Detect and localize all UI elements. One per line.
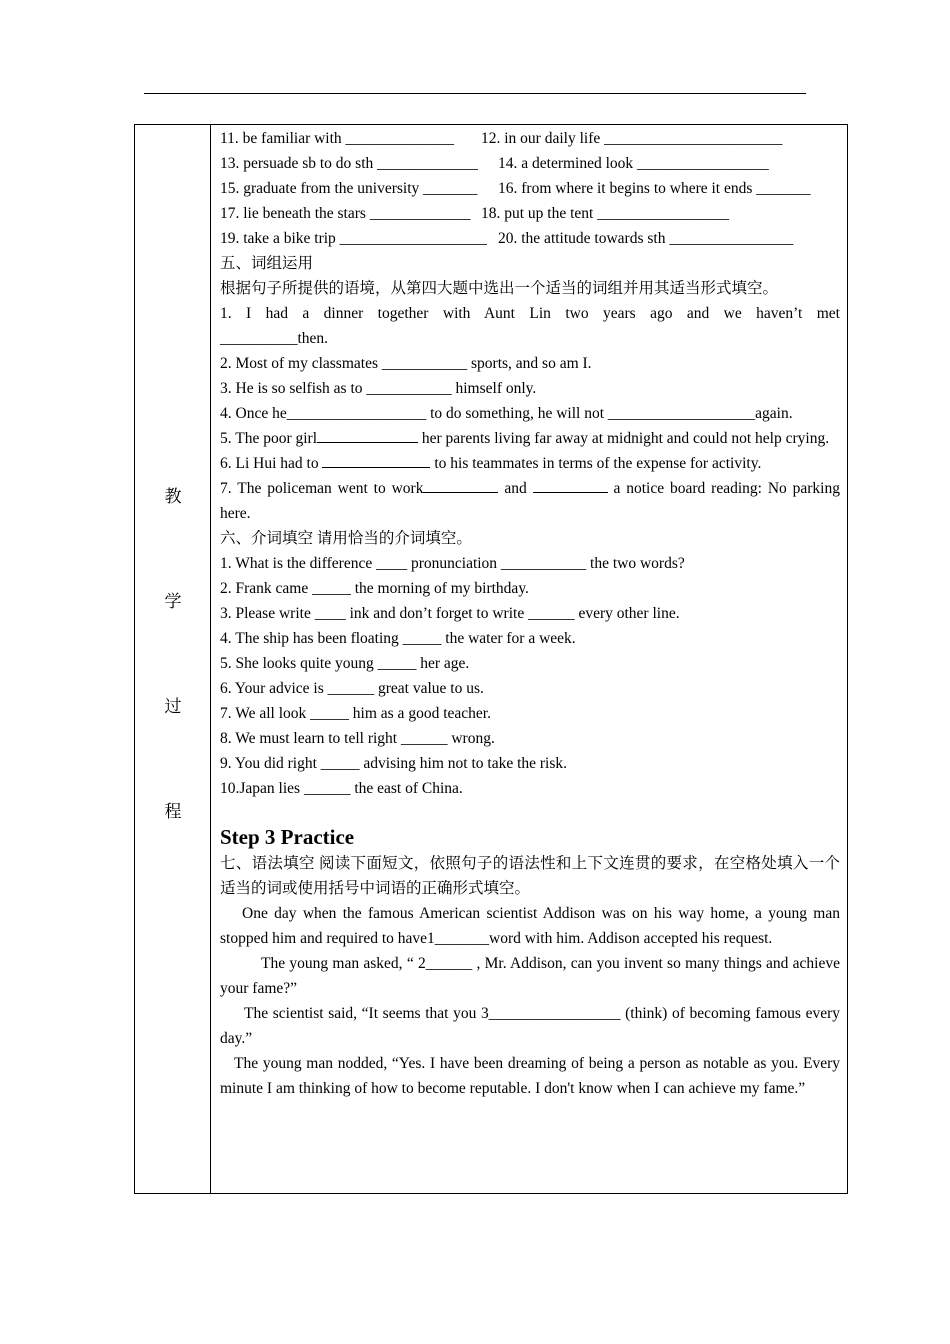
- content-cell: [220, 125, 840, 1101]
- question: [220, 476, 840, 526]
- phrase-row: [220, 201, 840, 226]
- question: 2. Most of my classmates ___________ sports, and so am I.: [220, 355, 592, 372]
- question-line: 1. I had a dinner together with Aunt Lin two years ago and we haven’t met: [220, 305, 840, 322]
- section-instruction: 七、语法填空 阅读下面短文，依照句子的语法性和上下文连贯的要求，在空格处填入一个适当的词或使用括号中词语的正确形式填空。: [220, 855, 840, 897]
- step-heading: Step 3 Practice: [220, 825, 355, 849]
- phrase-item: 16. from where it begins to where it ends _______: [498, 180, 811, 197]
- question: 9. You did right _____ advising him not to take the risk.: [220, 755, 568, 772]
- side-label-column: [135, 125, 211, 1193]
- phrase-item: 13. persuade sb to do sth _____________: [220, 155, 478, 172]
- question-text: to his teammates in terms of the expense for activity.: [430, 455, 762, 472]
- question: 6. Your advice is ______ great value to us.: [220, 680, 484, 697]
- question-text: a notice board reading: No parking here.: [220, 480, 840, 522]
- phrase-item: 11. be familiar with ______________: [220, 130, 455, 147]
- question: [220, 451, 840, 476]
- question-line: __________then.: [220, 330, 329, 347]
- question-text: 7. The policeman went to work: [220, 480, 424, 497]
- side-char: 过: [164, 697, 182, 716]
- answer-blank[interactable]: [533, 477, 608, 493]
- section-title: 五、词组运用: [220, 255, 314, 272]
- question: 5. She looks quite young _____ her age.: [220, 655, 470, 672]
- phrase-item: 17. lie beneath the stars _____________: [220, 205, 471, 222]
- phrase-item: 18. put up the tent _________________: [481, 205, 729, 222]
- question-text: and: [498, 480, 533, 497]
- question: 1. What is the difference ____ pronunciation ___________ the two words?: [220, 555, 685, 572]
- question: [220, 426, 840, 451]
- header-rule: [144, 93, 806, 94]
- phrase-row: [220, 126, 840, 151]
- phrase-row: [220, 151, 840, 176]
- question: 3. He is so selfish as to ___________ himself only.: [220, 380, 537, 397]
- question: 4. Once he__________________ to do something, he will not ___________________again.: [220, 405, 793, 422]
- question: 3. Please write ____ ink and don’t forget to write ______ every other line.: [220, 605, 680, 622]
- answer-blank[interactable]: [317, 427, 418, 443]
- answer-blank[interactable]: [322, 452, 430, 468]
- answer-blank[interactable]: [423, 477, 498, 493]
- phrase-item: 14. a determined look _________________: [498, 155, 769, 172]
- question: 8. We must learn to tell right ______ wrong.: [220, 730, 495, 747]
- phrase-row: [220, 226, 840, 251]
- question: 7. We all look _____ him as a good teacher.: [220, 705, 491, 722]
- phrase-item: 20. the attitude towards sth ________________: [498, 230, 794, 247]
- phrase-row: [220, 176, 840, 201]
- question: 4. The ship has been floating _____ the water for a week.: [220, 630, 576, 647]
- side-char: 教: [164, 487, 182, 506]
- passage-paragraph: The scientist said, “It seems that you 3_________________ (think) of becoming famous every day.”: [220, 1005, 840, 1047]
- passage-paragraph: One day when the famous American scientist Addison was on his way home, a young man stopped him and required to have1_______word with him. Addison accepted his request.: [220, 905, 840, 947]
- question: 2. Frank came _____ the morning of my birthday.: [220, 580, 529, 597]
- question-text: her parents living far away at midnight and could not help crying.: [418, 430, 830, 447]
- question-text: 5. The poor girl: [220, 430, 318, 447]
- question: 10.Japan lies ______ the east of China.: [220, 780, 463, 797]
- side-char: 学: [164, 592, 182, 611]
- passage-paragraph: The young man asked, “ 2______ , Mr. Addison, can you invent so many things and achieve your fame?”: [220, 955, 840, 997]
- phrase-item: 12. in our daily life _______________________: [481, 130, 783, 147]
- side-char: 程: [164, 802, 182, 821]
- lesson-table: [134, 124, 848, 1194]
- phrase-item: 19. take a bike trip ___________________: [220, 230, 487, 247]
- passage-paragraph: The young man nodded, “Yes. I have been dreaming of being a person as notable as you. Every minute I am thinking of how to become reputable. I don't know when I can achieve my fame.”: [220, 1055, 840, 1097]
- section-instruction: 根据句子所提供的语境，从第四大题中选出一个适当的词组并用其适当形式填空。: [220, 280, 779, 297]
- section-title: 六、介词填空 请用恰当的介词填空。: [220, 530, 472, 547]
- question-text: 6. Li Hui had to: [220, 455, 323, 472]
- phrase-item: 15. graduate from the university _______: [220, 180, 478, 197]
